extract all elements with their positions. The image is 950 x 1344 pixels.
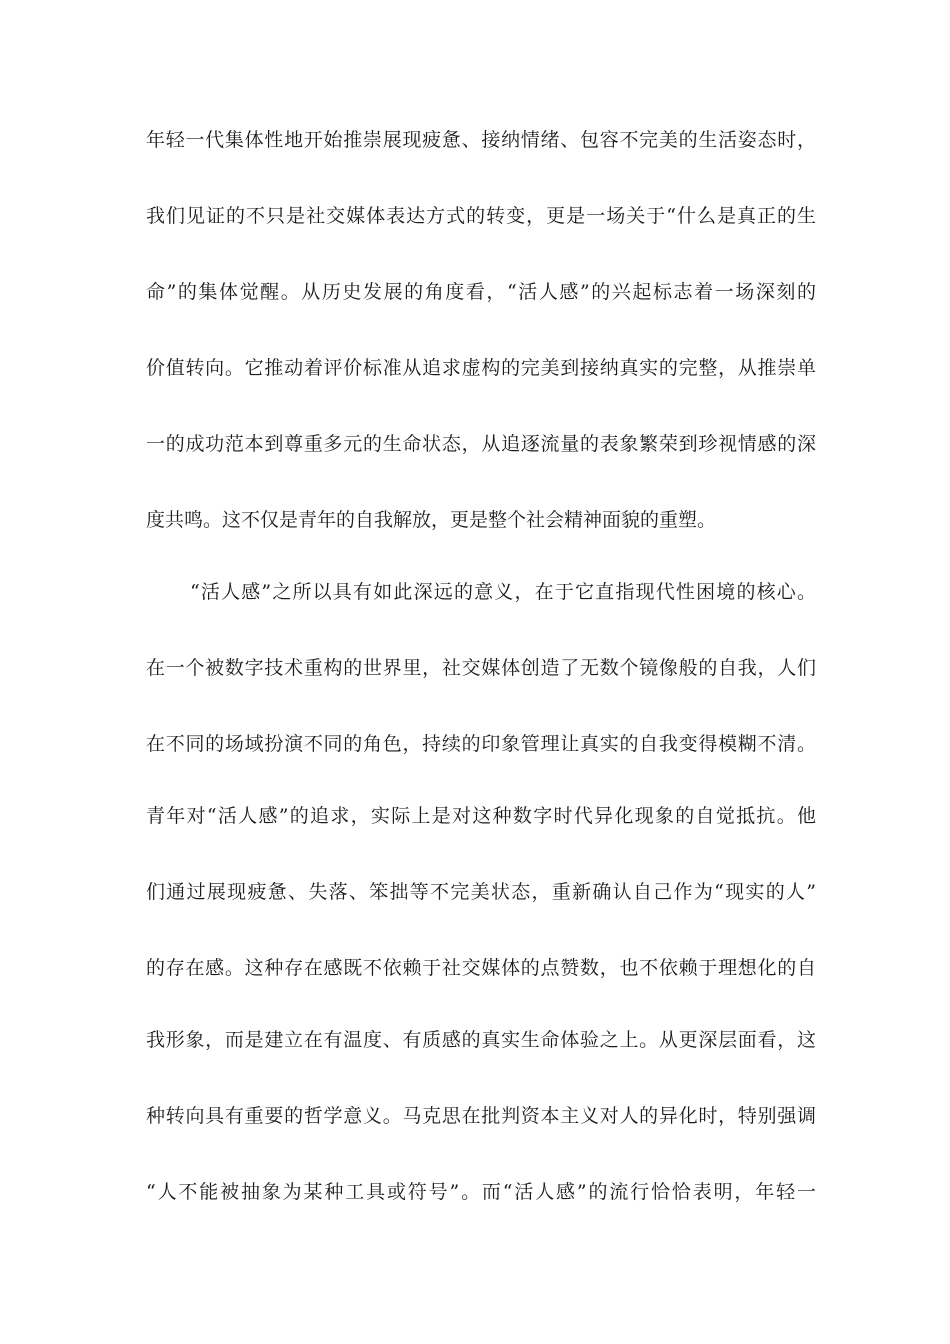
paragraph-line: 在不同的场域扮演不同的角色，持续的印象管理让真实的自我变得模糊不清。 [146,733,816,755]
paragraph-line: 们通过展现疲惫、失落、笨拙等不完美状态，重新确认自己作为“现实的人” [146,881,816,903]
paragraph-line: 在一个被数字技术重构的世界里，社交媒体创造了无数个镜像般的自我，人们 [146,657,816,679]
paragraph-line: 的存在感。这种存在感既不依赖于社交媒体的点赞数，也不依赖于理想化的自 [146,957,816,979]
paragraph-line: 度共鸣。这不仅是青年的自我解放，更是整个社会精神面貌的重塑。 [146,509,717,531]
paragraph-line: “人不能被抽象为某种工具或符号”。而“活人感”的流行恰恰表明，年轻一 [146,1181,816,1203]
paragraph-line: 青年对“活人感”的追求，实际上是对这种数字时代异化现象的自觉抵抗。他 [146,805,816,827]
paragraph-line: 一的成功范本到尊重多元的生命状态，从追逐流量的表象繁荣到珍视情感的深 [146,433,816,455]
paragraph-line: 我形象，而是建立在有温度、有质感的真实生命体验之上。从更深层面看，这 [146,1029,816,1051]
paragraph-line: 种转向具有重要的哲学意义。马克思在批判资本主义对人的异化时，特别强调 [146,1105,816,1127]
paragraph-line: 价值转向。它推动着评价标准从追求虚构的完美到接纳真实的完整，从推崇单 [146,357,816,379]
paragraph-line: 命”的集体觉醒。从历史发展的角度看，“活人感”的兴起标志着一场深刻的 [146,281,816,303]
paragraph-line: 我们见证的不只是社交媒体表达方式的转变，更是一场关于“什么是真正的生 [146,205,816,227]
paragraph-line: 年轻一代集体性地开始推崇展现疲惫、接纳情绪、包容不完美的生活姿态时， [146,129,816,151]
paragraph-first-line: “活人感”之所以具有如此深远的意义，在于它直指现代性困境的核心。 [190,581,816,603]
